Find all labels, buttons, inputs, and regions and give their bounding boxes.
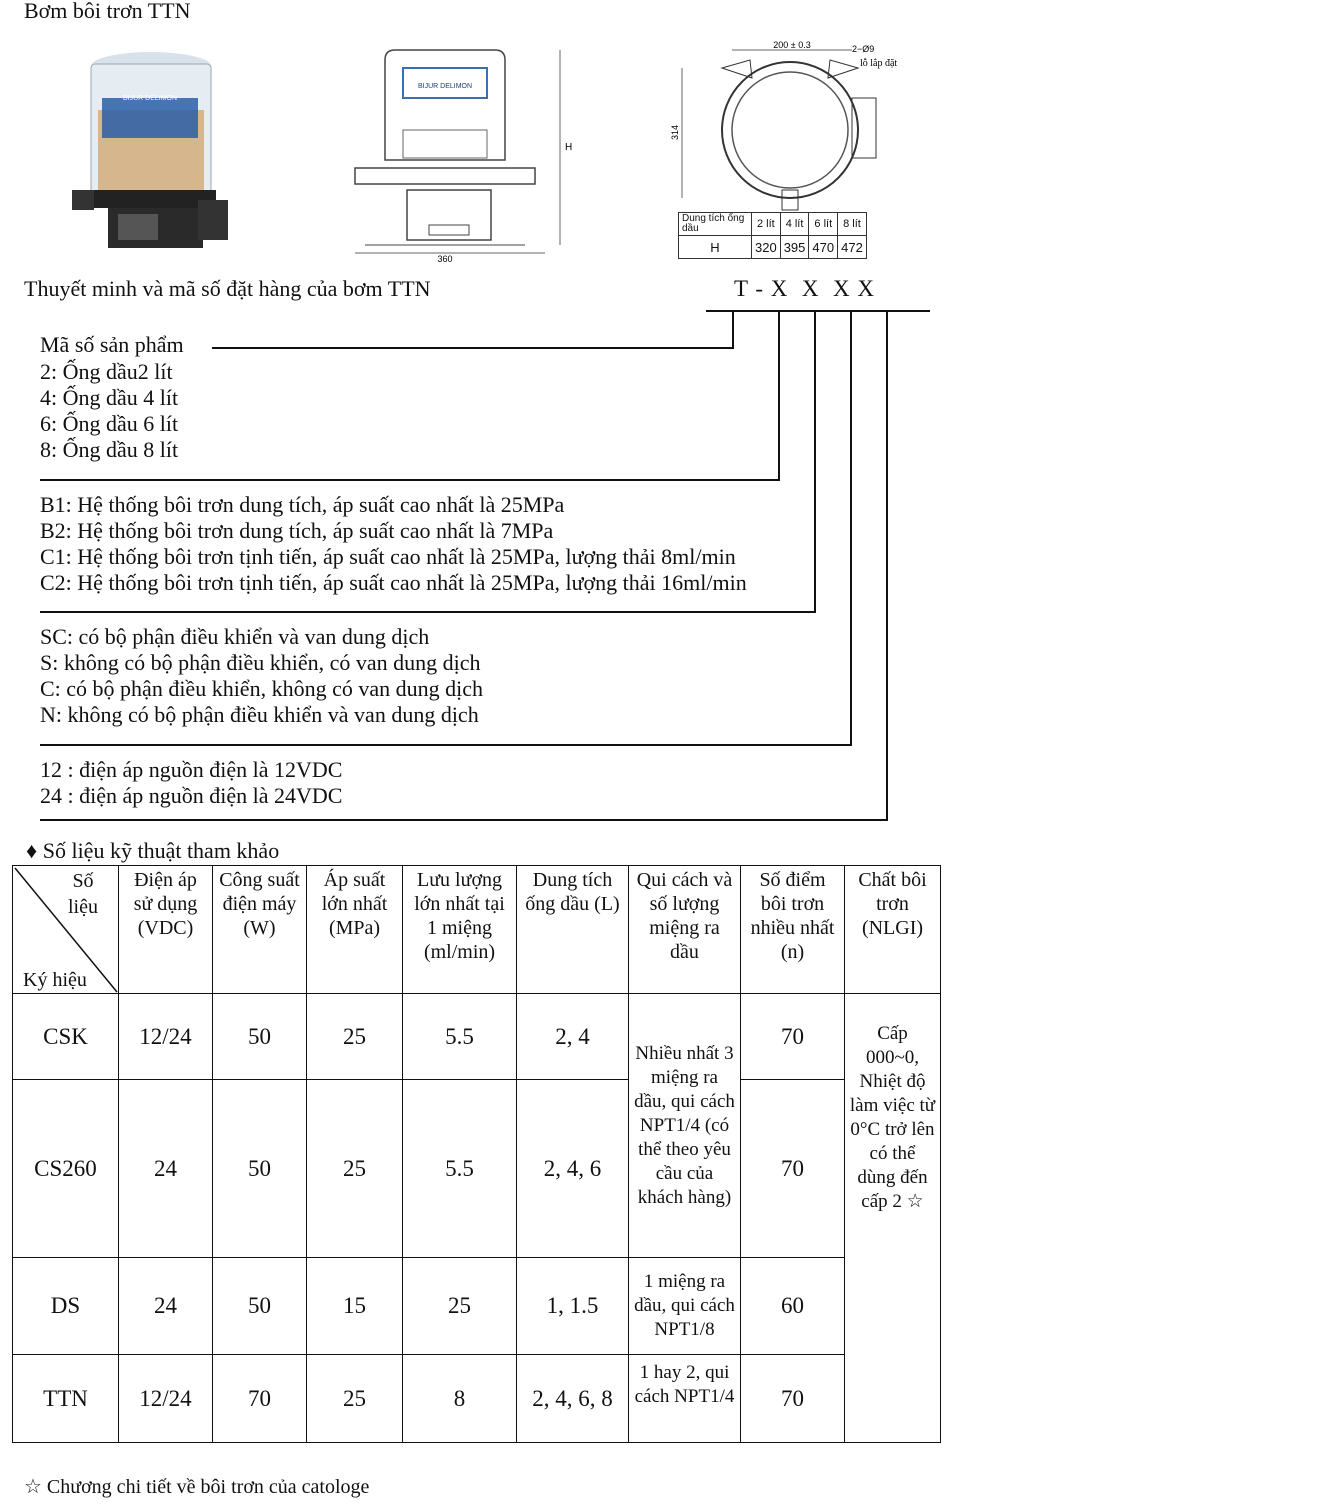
pump-photo-logo: BIJUR DELIMON [122, 95, 178, 102]
cell-points: 70 [741, 994, 845, 1080]
dim-width: 360 [437, 254, 453, 264]
cell-model: CS260 [13, 1080, 119, 1258]
legend-item: N: không có bộ phận điều khiển và van dung dịch [40, 702, 479, 727]
header-points: Số điểm bôi trơn nhiều nhất (n) [741, 866, 845, 994]
cell-power: 50 [213, 994, 307, 1080]
cell-flow: 25 [403, 1258, 517, 1355]
dim-cap: 2 lít [752, 213, 781, 236]
cell-points: 70 [741, 1080, 845, 1258]
connector [732, 310, 734, 348]
header-lubricant: Chất bôi trơn (NLGI) [845, 866, 941, 994]
cell-voltage: 24 [119, 1080, 213, 1258]
dim-height: 320 [752, 236, 781, 259]
connector [40, 479, 780, 481]
connector [212, 347, 734, 349]
cell-power: 50 [213, 1258, 307, 1355]
legend-item: B1: Hệ thống bôi trơn dung tích, áp suất cao nhất là 25MPa [40, 492, 565, 517]
cell-outlet-ttn: 1 hay 2, qui cách NPT1/4 [629, 1355, 741, 1443]
hole-label: lỗ lắp đặt [860, 58, 898, 69]
legend-item: 2: Ống dầu2 lít [40, 359, 173, 384]
order-code: T - X X X X [734, 276, 875, 301]
corner-top: Số liệu [68, 870, 98, 918]
table-row [13, 994, 941, 1080]
legend-group-voltage [40, 757, 342, 809]
front-drawing [345, 40, 575, 265]
legend-item: B2: Hệ thống bôi trơn dung tích, áp suất cao nhất là 7MPa [40, 518, 554, 543]
legend-group-capacity [40, 359, 178, 463]
cell-flow: 8 [403, 1355, 517, 1443]
code-underline [706, 310, 930, 312]
legend-item: C1: Hệ thống bôi trơn tịnh tiến, áp suất cao nhất là 25MPa, lượng thải 8ml/min [40, 544, 736, 569]
dim-hole: 2−Ø9 [852, 44, 875, 54]
cell-capacity: 1, 1.5 [517, 1258, 629, 1355]
table-row [13, 1355, 941, 1443]
cell-pressure: 15 [307, 1258, 403, 1355]
connector [886, 310, 888, 820]
header-outlet: Qui cách và số lượng miệng ra dầu [629, 866, 741, 994]
header-voltage: Điện áp sử dụng (VDC) [119, 866, 213, 994]
section-subtitle: Thuyết minh và mã số đặt hàng của bơm TTN [24, 276, 431, 301]
legend-item: 12 : điện áp nguồn điện là 12VDC [40, 757, 343, 782]
connector [40, 819, 888, 821]
corner-bottom: Ký hiệu [23, 969, 87, 991]
cell-pressure: 25 [307, 994, 403, 1080]
cell-points: 60 [741, 1258, 845, 1355]
cell-outlet-csk-cs260: Nhiều nhất 3 miệng ra dầu, qui cách NPT1/4 (có thể theo yêu cầu của khách hàng) [629, 994, 741, 1258]
cell-outlet-ds: 1 miệng ra dầu, qui cách NPT1/8 [629, 1258, 741, 1355]
product-code-label: Mã số sản phẩm [40, 332, 184, 357]
header-flow: Lưu lượng lớn nhất tại 1 miệng (ml/min) [403, 866, 517, 994]
cell-voltage: 12/24 [119, 1355, 213, 1443]
footnote: ☆ Chương chi tiết về bôi trơn của catologe [24, 1476, 370, 1498]
connector [814, 310, 816, 612]
table-row [13, 1080, 941, 1258]
dim-height-label: H [565, 142, 573, 153]
front-drawing-logo: BIJUR DELIMON [417, 83, 473, 90]
cell-points: 70 [741, 1355, 845, 1443]
legend-item: 24 : điện áp nguồn điện là 24VDC [40, 783, 343, 808]
legend-group-control [40, 624, 483, 728]
spec-heading: ♦ Số liệu kỹ thuật tham khảo [26, 838, 280, 863]
dim-cap: 8 lít [838, 213, 867, 236]
legend-item: 4: Ống dầu 4 lít [40, 385, 179, 410]
legend-item: 8: Ống dầu 8 lít [40, 437, 179, 462]
cell-voltage: 12/24 [119, 994, 213, 1080]
cell-capacity: 2, 4 [517, 994, 629, 1080]
cell-model: CSK [13, 994, 119, 1080]
connector [40, 744, 852, 746]
cell-power: 70 [213, 1355, 307, 1443]
cell-pressure: 25 [307, 1355, 403, 1443]
dimension-table [678, 212, 867, 259]
cell-capacity: 2, 4, 6, 8 [517, 1355, 629, 1443]
dim-top: 200 ± 0.3 [773, 40, 811, 50]
dim-row-label: Dung tích ống dầu [679, 213, 752, 236]
legend-item: 6: Ống dầu 6 lít [40, 411, 179, 436]
cell-model: DS [13, 1258, 119, 1355]
top-drawing [672, 38, 932, 213]
legend-item: C2: Hệ thống bôi trơn tịnh tiến, áp suất cao nhất là 25MPa, lượng thải 16ml/min [40, 570, 747, 595]
legend-item: S: không có bộ phận điều khiển, có van dung dịch [40, 650, 481, 675]
legend-item: C: có bộ phận điều khiển, không có van dung dịch [40, 676, 483, 701]
cell-model: TTN [13, 1355, 119, 1443]
dim-cap: 6 lít [809, 213, 838, 236]
header-power: Công suất điện máy (W) [213, 866, 307, 994]
connector [778, 310, 780, 480]
dim-height: 470 [809, 236, 838, 259]
corner-header [13, 866, 119, 994]
legend-group-system [40, 492, 747, 596]
cell-power: 50 [213, 1080, 307, 1258]
cell-flow: 5.5 [403, 994, 517, 1080]
cell-flow: 5.5 [403, 1080, 517, 1258]
spec-table [12, 865, 941, 1443]
dim-height: 472 [838, 236, 867, 259]
legend-item: SC: có bộ phận điều khiển và van dung dịch [40, 624, 430, 649]
cell-pressure: 25 [307, 1080, 403, 1258]
pump-photo [68, 50, 234, 256]
header-capacity: Dung tích ống dầu (L) [517, 866, 629, 994]
page-title: Bơm bôi trơn TTN [24, 0, 191, 23]
dim-row2-label: H [679, 236, 752, 259]
dim-height: 395 [780, 236, 809, 259]
header-pressure: Áp suất lớn nhất (MPa) [307, 866, 403, 994]
dim-cap: 4 lít [780, 213, 809, 236]
cell-voltage: 24 [119, 1258, 213, 1355]
cell-lubricant: Cấp 000~0, Nhiệt độ làm việc từ 0°C trở lên có thể dùng đến cấp 2 ☆ [845, 994, 941, 1443]
table-row [13, 1258, 941, 1355]
dim-side: 314 [670, 124, 680, 140]
connector [40, 611, 816, 613]
connector [850, 310, 852, 745]
cell-capacity: 2, 4, 6 [517, 1080, 629, 1258]
